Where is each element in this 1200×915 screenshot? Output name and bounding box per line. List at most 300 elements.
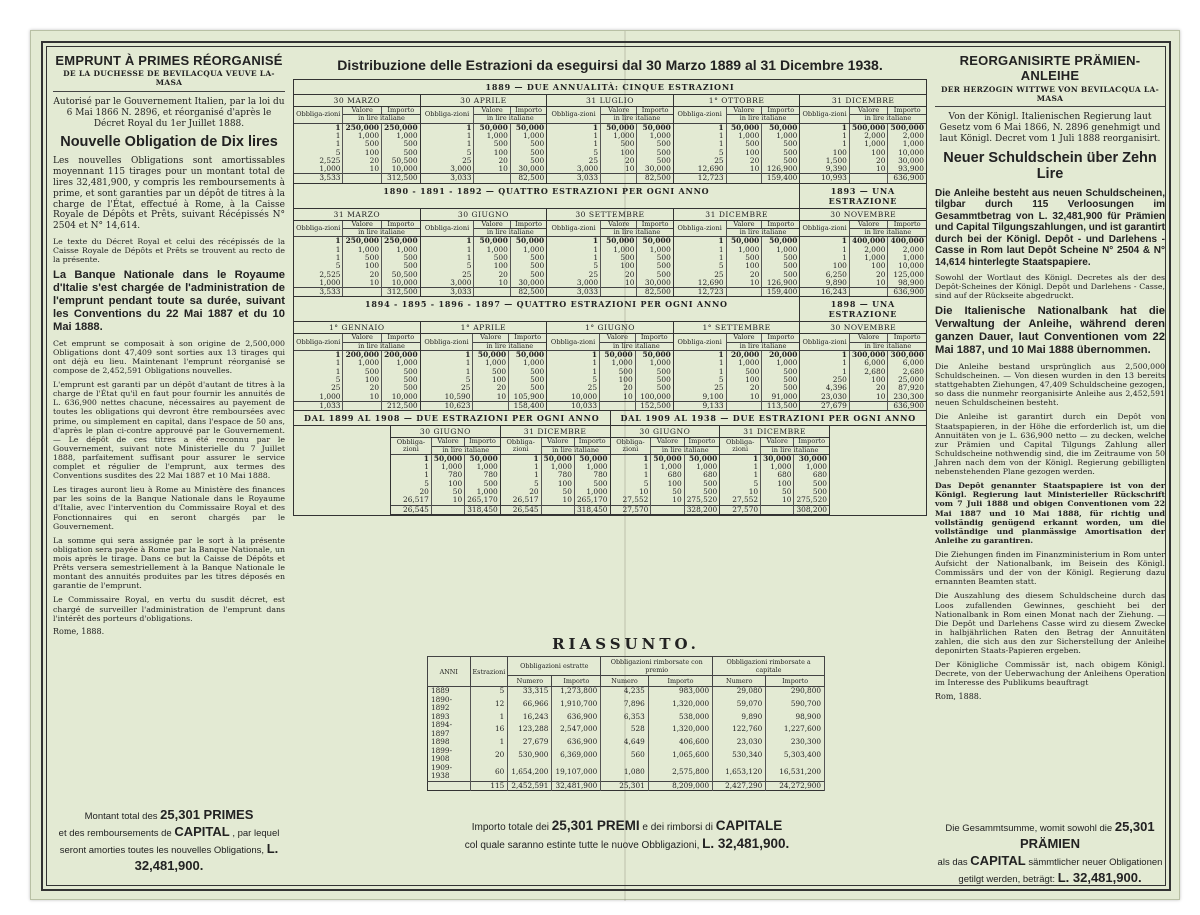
data-cell: 1	[421, 359, 473, 367]
header-valore: Valore	[726, 334, 762, 342]
data-cell: 50,500	[391, 155, 418, 165]
data-cell: 100	[343, 262, 382, 270]
total-row	[294, 401, 420, 410]
summary-cell: 1,320,000	[648, 721, 712, 738]
header-valore: Valore	[761, 438, 794, 446]
total-cell	[343, 401, 382, 410]
data-cell: 50	[541, 488, 574, 496]
summary-total-cell: 115	[470, 781, 508, 791]
extraction-table	[294, 107, 420, 183]
data-cell: 1	[421, 254, 474, 262]
data-cell: 200,000	[343, 351, 382, 360]
data-cell: 10,000	[391, 164, 418, 174]
total-cell: 3,033	[421, 174, 474, 183]
data-cell: 1,000	[649, 131, 671, 141]
extraction-table	[501, 438, 610, 514]
summary-header-numero: Numero	[713, 676, 766, 687]
data-cell: 50,000	[726, 237, 762, 246]
data-cell: 50,500	[391, 269, 418, 279]
extraction-date: 31 DICEMBRE	[501, 426, 610, 438]
data-cell: 500	[703, 478, 718, 488]
data-cell: 6,000	[849, 359, 888, 367]
summary-cell: 9,890	[713, 713, 766, 722]
data-cell: 400,000	[849, 237, 888, 246]
data-cell: 1	[294, 140, 343, 148]
data-cell: 275,520	[796, 495, 827, 505]
data-cell: 20	[726, 384, 762, 392]
outer-border	[41, 41, 1171, 891]
data-cell: 400,000	[890, 236, 924, 246]
data-cell: 9,390	[800, 165, 849, 174]
center-total-text-3: col quale saranno estinte tutte le nuove Obbligazioni,	[464, 840, 700, 852]
header-valore: Valore	[601, 221, 637, 229]
data-cell: 6,250	[800, 271, 849, 279]
french-total-text-1: Montant total des	[84, 811, 158, 822]
summary-header-numero: Numero	[601, 676, 649, 687]
bond-sheet	[30, 30, 1180, 900]
header-importo: Importo	[510, 221, 546, 229]
german-total-text-2: als das	[937, 856, 968, 868]
summary-cell: 4,235	[601, 687, 649, 696]
summary-cell: 636,900	[552, 738, 601, 747]
summary-cell: 1909-1938	[428, 764, 471, 782]
total-row	[501, 505, 610, 514]
data-cell: 500	[601, 254, 637, 262]
header-lire: in lire italiane	[601, 229, 673, 237]
summary-total-cell: 8,209,000	[648, 781, 712, 791]
extraction-date: 1° GENNAIO	[294, 322, 420, 334]
header-lire: in lire italiane	[849, 229, 926, 237]
data-cell: 20	[391, 488, 431, 496]
data-cell: 20	[849, 271, 888, 279]
data-row	[674, 149, 800, 157]
inner-border	[46, 46, 1166, 886]
data-cell: 5	[674, 262, 726, 270]
french-para-3: La Banque Nationale dans le Royaume d'Italie s'est chargée de l'administration de l'emprunt pendant toute sa durée, suivant les Conventions du 22 Mai 1887 et du 10 Mai 1888.	[53, 269, 285, 333]
data-cell: 100	[800, 149, 849, 157]
data-cell: 1	[294, 254, 343, 262]
data-row	[547, 140, 673, 148]
total-cell: 3,033	[547, 288, 600, 297]
data-cell: 500	[530, 383, 545, 393]
data-cell: 1	[800, 359, 849, 367]
header-obbligazioni: Obbliga-zioni	[547, 334, 599, 350]
data-cell: 250,000	[343, 123, 382, 132]
data-cell: 500	[530, 375, 545, 385]
extraction-date: 31 LUGLIO	[547, 95, 673, 107]
header-importo: Importo	[637, 221, 673, 229]
extraction-date: 1° GIUGNO	[547, 322, 673, 334]
extraction-block	[421, 95, 548, 183]
extraction-block	[720, 426, 829, 514]
data-cell: 50,000	[726, 123, 762, 132]
data-cell: 1	[391, 471, 431, 479]
header-valore: Valore	[431, 438, 464, 446]
data-cell: 500	[656, 269, 671, 279]
data-row	[421, 368, 547, 376]
data-cell: 50,000	[769, 236, 798, 246]
data-cell: 1,000	[776, 131, 798, 141]
data-cell: 10	[849, 165, 888, 174]
total-cell: 3,533	[294, 174, 343, 183]
header-valore: Valore	[849, 221, 888, 229]
data-cell: 500	[812, 478, 827, 488]
data-row	[294, 246, 420, 254]
data-cell: 26,517	[391, 496, 431, 505]
data-cell: 2,000	[849, 246, 888, 254]
summary-cell: 27,679	[508, 738, 552, 747]
data-cell: 3,000	[421, 279, 474, 288]
total-cell: 12,723	[674, 174, 726, 183]
total-cell: 308,200	[794, 505, 829, 514]
data-cell: 1,000	[902, 139, 924, 149]
data-row	[547, 359, 673, 367]
data-cell: 30,000	[644, 277, 671, 287]
summary-total-cell: 24,272,900	[766, 781, 825, 791]
section-heading-2: 1893 — UNA ESTRAZIONE	[828, 185, 898, 206]
header-obbligazioni: Obbliga-zioni	[421, 334, 473, 350]
total-cell: 636,900	[888, 401, 926, 410]
data-cell: 10	[611, 488, 651, 496]
french-authorization: Autorisé par le Gouvernement Italien, par la loi du 6 Mai 1866 N. 2896, et réorganisé d'après le Décret Royal du 1er Juillet 1888.	[53, 97, 285, 129]
data-cell: 25	[547, 157, 600, 165]
data-cell: 1,000	[343, 132, 382, 140]
header-lire: in lire italiane	[473, 342, 546, 350]
data-cell: 1,000	[523, 244, 545, 254]
data-cell: 1,000	[726, 359, 762, 367]
data-cell: 100	[849, 376, 888, 384]
header-lire: in lire italiane	[600, 342, 673, 350]
summary-cell: 23,030	[713, 738, 766, 747]
data-cell: 30,000	[518, 164, 545, 174]
header-lire: in lire italiane	[343, 229, 420, 237]
data-cell: 10	[726, 165, 762, 174]
data-cell: 100	[800, 262, 849, 270]
data-cell: 1,000	[849, 254, 888, 262]
header-valore: Valore	[651, 438, 684, 446]
header-importo: Importo	[684, 438, 719, 446]
header-lire: in lire italiane	[601, 115, 673, 123]
header-lire: in lire italiane	[726, 229, 799, 237]
data-row	[294, 140, 420, 148]
extraction-block	[800, 322, 926, 410]
data-cell: 1,000	[343, 359, 382, 367]
data-row	[547, 262, 673, 270]
header-obbligazioni: Obbliga-zioni	[800, 221, 849, 237]
german-total-text-3: sämmtlicher neuer Obligationen getilgt werden, beträgt:	[958, 856, 1163, 885]
data-cell: 30,000	[798, 453, 827, 463]
total-cell: 212,500	[382, 401, 420, 410]
data-cell: 50,000	[473, 351, 509, 360]
data-cell: 2,680	[849, 368, 888, 376]
total-cell: 27,679	[800, 401, 849, 410]
data-cell: 1,000	[474, 246, 510, 254]
header-lire: in lire italiane	[726, 115, 799, 123]
data-cell: 1	[611, 454, 651, 463]
extraction-block	[800, 95, 926, 183]
data-cell: 20	[849, 384, 888, 392]
data-cell: 1	[611, 463, 651, 471]
data-cell: 250,000	[384, 122, 418, 132]
data-cell: 1	[547, 246, 600, 254]
data-row	[547, 149, 673, 157]
french-heading: Nouvelle Obligation de Dix lires	[60, 134, 278, 151]
german-para-2: Sowohl der Wortlaut des Königl. Decretes als der des Depôt-Scheines der Königl. Depôt und Darlehens - Casse, sind auf der Rückseite abgedruckt.	[935, 273, 1165, 301]
data-cell: 500	[726, 254, 762, 262]
extraction-table	[720, 438, 829, 514]
data-cell: 250,000	[343, 237, 382, 246]
data-row	[294, 254, 420, 262]
data-cell: 30,000	[898, 155, 924, 165]
data-cell: 1	[800, 237, 849, 246]
data-cell: 20	[600, 384, 636, 392]
data-cell: 1	[294, 351, 343, 360]
data-cell: 780	[431, 471, 464, 479]
summary-cell: 123,288	[508, 721, 552, 738]
summary-header-group-3: Obbligazioni rimborsate a capitale	[713, 657, 825, 676]
distribution-grid	[293, 79, 927, 516]
data-cell: 1,000	[294, 393, 343, 402]
total-cell	[343, 288, 382, 297]
data-row	[674, 262, 800, 270]
french-para-2: Le texte du Décret Royal et celui des récépissés de la Caisse Royale de Dépôts et Prêts se trouvent au recto de la présente.	[53, 236, 285, 265]
summary-table	[427, 656, 825, 791]
data-cell: 10	[601, 165, 637, 174]
summary-cell: 1,080	[601, 764, 649, 782]
data-cell: 275,520	[686, 495, 718, 505]
data-cell: 500	[343, 140, 382, 148]
total-cell: 10,033	[547, 401, 599, 410]
total-cell: 328,200	[684, 505, 719, 514]
french-para-5: L'emprunt est garanti par un dépôt d'autant de titres à la charge de l'État qu'il en faut pour fournir les annuités de L. 636,900 nettes chacune, nécessaires au payement de toutes les obligations qui devront être remboursées avec prime, ou simplement en capital, dans l'espace de 50 ans, d'après le plan ci-contre approuvé par le Gouvernement. — Le dépôt de ces titres a été reconnu par le Gouvernement, suivant note Ministerielle du 7 Juillet 1888, parfaitement suffisant pour assurer le service complet et régulier de l'emprunt, aux termes des Conventions susdites des 22 Mai 1887 et 10 Mai 1888.	[53, 380, 285, 481]
total-cell	[474, 288, 510, 297]
summary-cell: 59,070	[713, 696, 766, 713]
total-row	[421, 288, 547, 297]
data-cell: 10	[849, 279, 888, 288]
data-cell: 780	[593, 470, 608, 480]
data-cell: 500	[474, 254, 510, 262]
extraction-block	[294, 95, 421, 183]
data-cell: 25	[421, 384, 473, 392]
data-cell: 1	[674, 140, 726, 148]
data-cell: 100	[726, 262, 762, 270]
header-importo: Importo	[509, 334, 547, 342]
data-cell: 20,000	[769, 350, 798, 360]
data-cell: 87,920	[898, 383, 924, 393]
summary-total-cell	[428, 781, 471, 791]
data-cell: 1,000	[474, 132, 510, 140]
summary-cell: 60	[470, 764, 508, 782]
summary-header-numero: Numero	[508, 676, 552, 687]
data-cell: 100	[849, 262, 888, 270]
header-importo: Importo	[794, 438, 829, 446]
data-cell: 20	[473, 384, 509, 392]
data-cell: 680	[703, 470, 718, 480]
data-cell: 5	[294, 262, 343, 270]
extraction-table	[547, 221, 673, 297]
data-cell: 10	[726, 393, 762, 402]
data-cell: 265,170	[576, 495, 608, 505]
header-obbligazioni: Obbliga-zioni	[674, 107, 726, 123]
header-lire: in lire italiane	[343, 342, 420, 350]
data-row	[421, 376, 547, 384]
extraction-block	[421, 209, 548, 297]
data-cell: 20	[474, 271, 510, 279]
french-para-6: Les tirages auront lieu à Rome au Ministère des finances par les soins de la Banque Nationale dans le Royaume d'Italie, avec l'intervention du Commissaire Royal et des Fonctionnaires qui en seront chargés par le Gouvernement.	[53, 485, 285, 531]
data-cell: 1	[547, 359, 599, 367]
data-cell: 5	[547, 149, 600, 157]
center-total-text-1: Importo totale dei	[471, 822, 550, 833]
data-cell: 1	[294, 246, 343, 254]
data-cell: 1,000	[343, 246, 382, 254]
total-cell: 159,400	[762, 288, 800, 297]
german-total-amount: L. 32,481,900.	[1057, 869, 1142, 885]
data-cell: 23,030	[800, 393, 849, 402]
total-cell	[849, 401, 888, 410]
summary-cell: 530,900	[508, 747, 552, 764]
french-column	[53, 53, 285, 636]
summary-header-group-1: Obbligazioni estratte	[508, 657, 601, 676]
total-cell: 82,500	[637, 174, 673, 183]
data-row	[674, 246, 800, 254]
header-lire: in lire italiane	[431, 446, 499, 454]
data-cell: 500	[403, 253, 418, 263]
french-total-amount: L. 32,481,900.	[134, 840, 279, 873]
summary-cell: 2,575,800	[648, 764, 712, 782]
data-cell: 27,552	[720, 496, 760, 505]
summary-cell: 5,303,400	[766, 747, 825, 764]
data-cell: 780	[483, 470, 498, 480]
extraction-date: 1° OTTOBRE	[674, 95, 800, 107]
data-cell: 25	[674, 271, 726, 279]
data-cell: 5	[674, 149, 726, 157]
data-cell: 20	[601, 157, 637, 165]
data-cell: 25	[547, 271, 600, 279]
center-total-primes: 25,301 PREMI	[551, 818, 640, 833]
center-total-capital: CAPITALE	[715, 818, 783, 833]
summary-cell: 16,243	[508, 713, 552, 722]
data-cell: 100	[431, 480, 464, 488]
data-cell: 1	[674, 254, 726, 262]
data-cell: 1	[800, 246, 849, 254]
data-cell: 500	[783, 261, 798, 271]
extraction-table	[800, 334, 926, 410]
summary-body	[428, 687, 825, 791]
data-cell: 500	[403, 375, 418, 385]
data-cell: 25	[421, 157, 474, 165]
data-cell: 1	[674, 359, 726, 367]
summary-cell: 230,300	[766, 738, 825, 747]
header-importo: Importo	[510, 107, 546, 115]
data-cell: 1,000	[586, 462, 608, 472]
data-cell: 1	[611, 471, 651, 479]
data-cell: 50,000	[515, 236, 545, 246]
data-cell: 10	[474, 279, 510, 288]
german-para-1: Die Anleihe besteht aus neuen Schuldscheinen, tilgbar durch 115 Verloosungen im Gesammtbetrag von L. 32,481,900 für Prämien und Capital Tilgungszahlungen, und ist garantirt durch bei der Königl. Depôt - und Darlehens - Casse in Rom laut Depôt Scheine N° 2504 & N° 14,614 hinterlegte Staatspapiere.	[935, 187, 1165, 268]
summary-cell: 528	[601, 721, 649, 738]
data-cell: 126,900	[766, 277, 798, 287]
total-cell: 152,500	[635, 401, 673, 410]
total-cell: 9,133	[674, 401, 726, 410]
data-cell: 500	[656, 155, 671, 165]
data-row	[611, 496, 720, 505]
data-row	[294, 359, 420, 367]
summary-cell: 1889	[428, 687, 471, 696]
center-total-amount: L. 32,481,900.	[702, 836, 790, 852]
data-cell: 20	[343, 271, 382, 279]
header-obbligazioni: Obbliga-zioni	[547, 221, 600, 237]
summary-cell: 1	[470, 713, 508, 722]
data-cell: 1,000	[473, 359, 509, 367]
data-cell: 680	[761, 471, 794, 479]
header-lire: in lire italiane	[651, 446, 719, 454]
extraction-table	[421, 334, 547, 410]
data-cell: 1	[421, 140, 474, 148]
data-cell: 50,000	[688, 453, 718, 463]
data-cell: 1,000	[805, 462, 827, 472]
french-subtitle: DE LA DUCHESSE DE BEVILACQUA VEUVE LA-MASA	[53, 70, 285, 92]
data-cell: 30,000	[644, 164, 671, 174]
extraction-table	[547, 334, 673, 410]
data-row	[547, 246, 673, 254]
header-importo: Importo	[382, 107, 420, 115]
data-cell: 200,000	[384, 350, 418, 360]
data-cell: 1,000	[726, 246, 762, 254]
summary-header-importo: Importo	[648, 676, 712, 687]
data-cell: 500	[343, 254, 382, 262]
data-cell: 500	[783, 269, 798, 279]
data-cell: 1	[547, 254, 600, 262]
total-cell	[431, 505, 464, 514]
total-cell: 26,545	[391, 505, 431, 514]
total-cell: 27,570	[611, 505, 651, 514]
header-valore: Valore	[726, 107, 762, 115]
data-cell: 98,900	[898, 277, 924, 287]
data-cell: 20	[501, 488, 541, 496]
summary-total-cell: 2,427,290	[713, 781, 766, 791]
data-cell: 26,517	[501, 496, 541, 505]
data-cell: 4,396	[800, 384, 849, 392]
header-obbligazioni: Obbliga-zioni	[294, 221, 343, 237]
data-cell: 2,525	[294, 157, 343, 165]
french-para-7: La somme qui sera assignée par le sort à la présente obligation sera payée à Rome par la Banque Nationale, un mois après le tirage. Dans ce but la Caisse de Dépôts et Prêts versera semestriellement à la Banque Nationale le montant des annuités produites par les titres déposés en garantie de l'emprunt.	[53, 535, 285, 591]
data-cell: 2,525	[294, 271, 343, 279]
section-head-row	[294, 297, 926, 322]
header-importo: Importo	[635, 334, 673, 342]
total-row	[421, 174, 547, 183]
data-row	[294, 376, 420, 384]
data-cell: 50,000	[642, 236, 671, 246]
data-row	[294, 132, 420, 140]
french-para-8: Le Commissaire Royal, en vertu du susdit décret, est chargé de surveiller l'administration de l'emprunt dans l'intérêt des porteurs d'obligations.	[53, 595, 285, 623]
data-cell: 3,000	[547, 165, 600, 174]
extraction-date: 31 MARZO	[294, 209, 420, 221]
total-cell: 82,500	[510, 174, 546, 183]
data-cell: 1	[800, 123, 849, 132]
total-row	[674, 401, 800, 410]
data-cell: 300,000	[849, 351, 888, 360]
data-cell: 1,000	[601, 132, 637, 140]
header-row	[391, 438, 500, 446]
total-cell: 12,723	[674, 288, 726, 297]
data-cell: 500	[483, 478, 498, 488]
extraction-table	[391, 438, 500, 514]
data-cell: 1,000	[601, 246, 637, 254]
data-cell: 105,900	[513, 391, 545, 401]
summary-cell: 1,273,800	[552, 687, 601, 696]
summary-cell: 1893	[428, 713, 471, 722]
header-importo: Importo	[465, 438, 500, 446]
